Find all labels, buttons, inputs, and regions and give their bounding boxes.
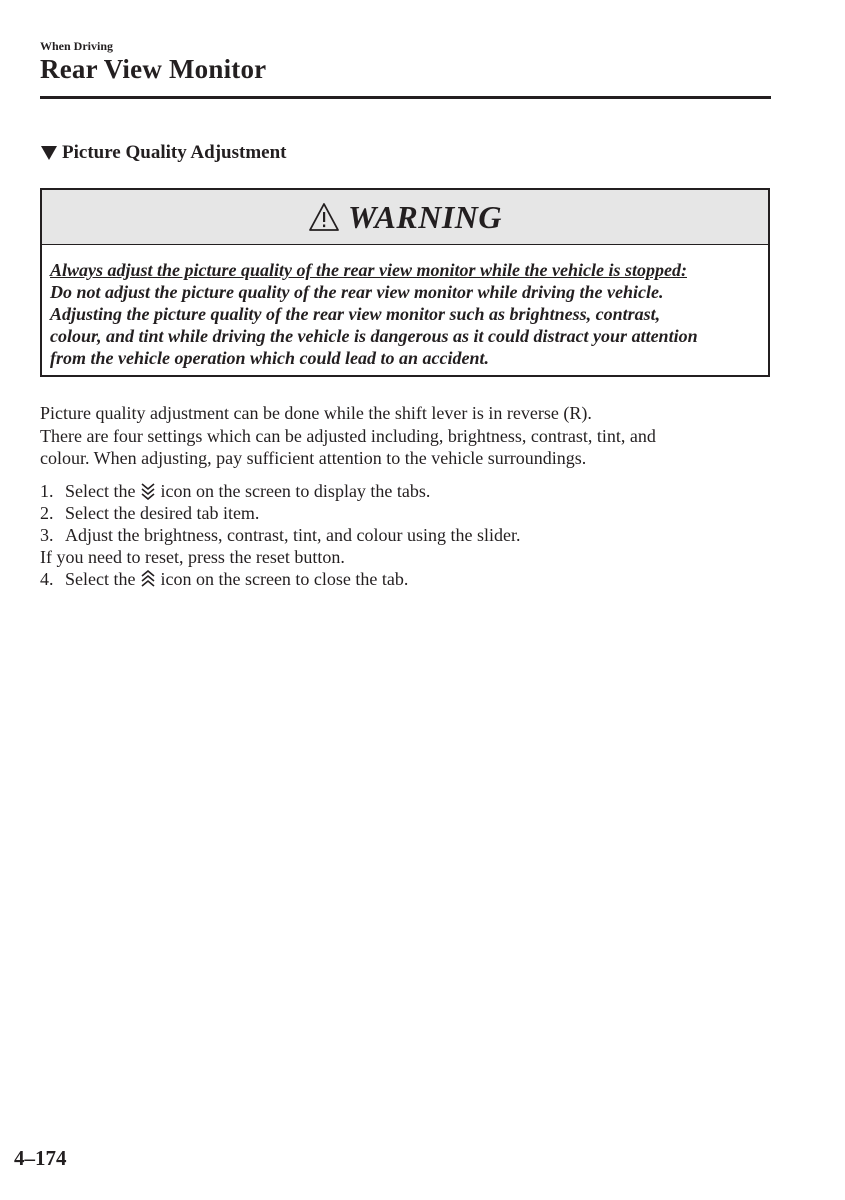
step-item xyxy=(40,480,780,502)
step-continuation: If you need to reset, press the reset button. xyxy=(40,547,345,567)
step-text-after: icon on the screen to display the tabs. xyxy=(160,481,431,501)
intro-line: There are four settings which can be adjusted including, brightness, contrast, tint, and xyxy=(40,425,656,446)
step-text-after: icon on the screen to close the tab. xyxy=(160,569,409,589)
subsection-title: Picture Quality Adjustment xyxy=(62,142,287,163)
title-divider xyxy=(40,96,771,99)
page-title: Rear View Monitor xyxy=(40,54,267,84)
page-number: 4–174 xyxy=(14,1146,67,1170)
subsection-heading xyxy=(40,142,286,164)
warning-triangle-icon xyxy=(308,202,340,232)
step-item xyxy=(40,568,780,590)
step-text: Adjust the brightness, contrast, tint, and colour using the slider. xyxy=(65,525,521,545)
intro-paragraph xyxy=(40,402,780,470)
double-chevron-down-icon xyxy=(140,482,156,500)
double-chevron-up-icon xyxy=(140,570,156,588)
step-text: Select the desired tab item. xyxy=(65,503,260,523)
section-label: When Driving xyxy=(40,39,114,53)
warning-line: from the vehicle operation which could lead to an accident. xyxy=(50,348,489,368)
step-number: 1. xyxy=(40,481,54,501)
step-number: 4. xyxy=(40,569,54,589)
step-number: 2. xyxy=(40,503,54,523)
warning-line: Do not adjust the picture quality of the rear view monitor while driving the vehicle. xyxy=(50,282,664,302)
step-number: 3. xyxy=(40,525,54,545)
steps-list xyxy=(40,480,780,590)
step-text xyxy=(65,568,408,590)
warning-line: colour, and tint while driving the vehicle is dangerous as it could distract your attention xyxy=(50,326,698,346)
warning-line: Adjusting the picture quality of the rear view monitor such as brightness, contrast, xyxy=(50,304,661,324)
warning-title: WARNING xyxy=(347,198,503,235)
step-text-before: Select the xyxy=(65,569,136,589)
intro-line: colour. When adjusting, pay sufficient attention to the vehicle surroundings. xyxy=(40,448,587,468)
triangle-down-icon xyxy=(40,145,58,161)
warning-box xyxy=(40,188,770,377)
intro-line: Picture quality adjustment can be done while the shift lever is in reverse (R). xyxy=(40,403,592,423)
warning-header xyxy=(42,190,768,245)
step-item xyxy=(40,502,780,524)
warning-body xyxy=(42,245,768,369)
warning-line: Always adjust the picture quality of the rear view monitor while the vehicle is stopped: xyxy=(50,260,687,280)
step-text-before: Select the xyxy=(65,481,136,501)
step-item xyxy=(40,524,780,546)
step-text xyxy=(65,480,430,502)
